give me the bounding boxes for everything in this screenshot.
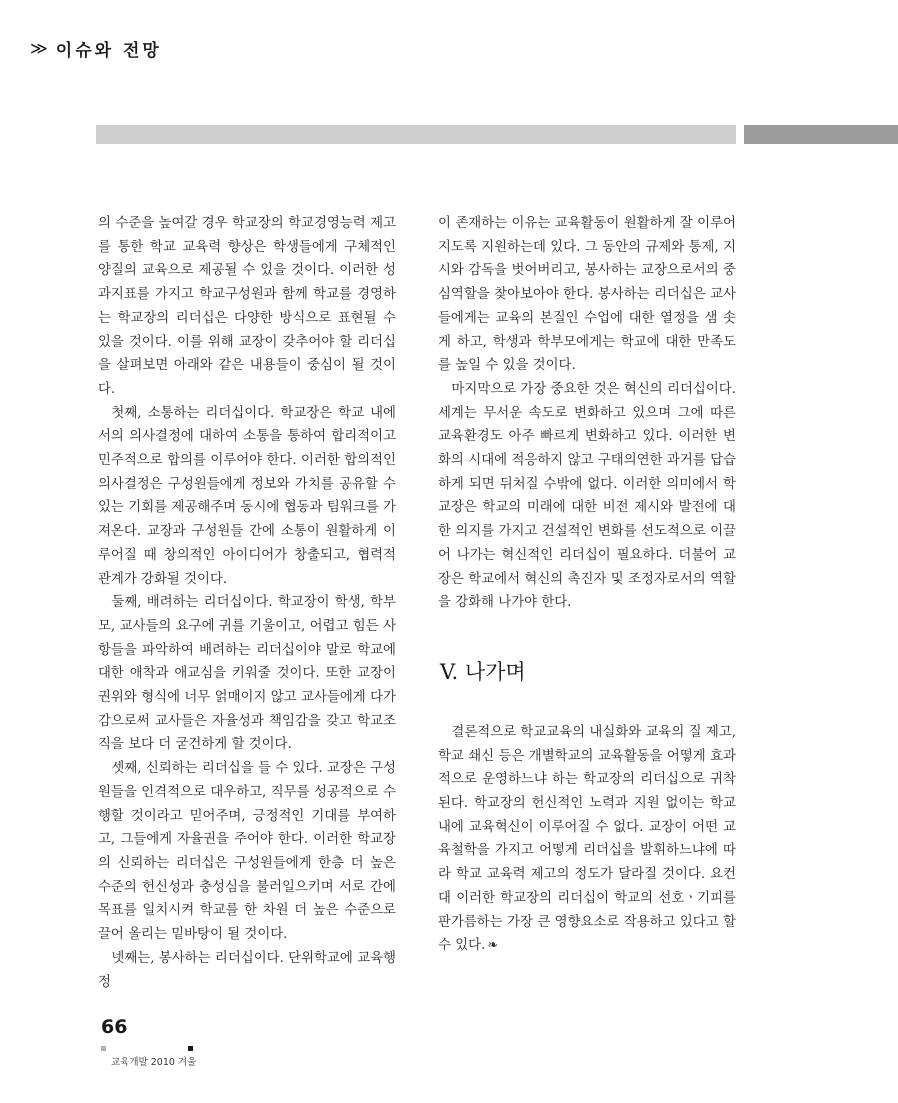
left-paragraph-5: 넷째는, 봉사하는 리더십이다. 단위학교에 교육행정 (98, 950, 396, 990)
left-paragraph-3: 둘째, 배려하는 리더십이다. 학교장이 학생, 학부모, 교사들의 요구에 귀를 기울이고, 어렵고 힘든 사항들을 파악하여 배려하는 리더십이야 말로 학교에 대한 애착과 애교심을 키워줄 것이다. 또한 교장이 권위와 형식에 너무 얽매이지 않고 교사들에게 다가감으로써 교사들은 자율성과 책임감을 갖고 학교조직을 보다 더 굳건하게 할 것이다. (98, 595, 396, 753)
left-column (98, 212, 396, 994)
footer-square-light (101, 1046, 106, 1051)
footer-square-dark (188, 1046, 193, 1051)
sprout-icon: ❧ (487, 938, 499, 954)
left-paragraph-1: 의 수준을 높여갈 경우 학교장의 학교경영능력 제고를 통한 학교 교육력 향상은 학생들에게 구체적인 양질의 교육으로 제공될 수 있을 것이다. 이러한 성과지표를 가지고 학교구성원과 함께 학교를 경영하는 학교장의 리더십은 다양한 방식으로 표현될 수 있을 것이다. 이를 위해 교장이 갖추어야 할 리더십을 살펴보면 아래와 같은 내용들이 중심이 될 것이다. (98, 216, 396, 397)
right-paragraph-2: 마지막으로 가장 중요한 것은 혁신의 리더십이다. 세계는 무서운 속도로 변화하고 있으며 그에 따른 교육환경도 아주 빠르게 변화하고 있다. 이러한 변화의 시대에 적응하지 않고 구태의연한 과거를 답습하게 되면 뒤처질 수밖에 없다. 이러한 의미에서 학교장은 학교의 미래에 대한 비전 제시와 발전에 대한 의지를 가지고 건설적인 변화를 선도적으로 이끌어 나가는 혁신적인 리더십이 필요하다. 더불어 교장은 학교에서 혁신의 촉진자 및 조정자로서의 역할을 강화해 나가야 한다. (438, 381, 736, 611)
page-number: 66 (101, 1016, 128, 1038)
header-band-dark (744, 125, 898, 144)
left-paragraph-2: 첫째, 소통하는 리더십이다. 학교장은 학교 내에서의 의사결정에 대하여 소통을 통하여 합리적이고 민주적으로 합의를 이루어야 한다. 이러한 합의적인 의사결정은 구성원들에게 정보와 가치를 공유할 수 있는 기회를 제공해주며 동시에 협동과 팀워크를 가져온다. 교장과 구성원들 간에 소통이 원활하게 이루어질 때 창의적인 아이디어가 창출되고, 협력적 관계가 강화될 것이다. (98, 405, 396, 587)
section-header-title: 이슈와 전망 (55, 41, 162, 61)
section-header (30, 36, 162, 61)
footer-publication: 교육개발 2010 겨울 (111, 1057, 197, 1068)
right-column (438, 212, 736, 958)
right-paragraph-1: 이 존재하는 이유는 교육활동이 원활하게 잘 이루어지도록 지원하는데 있다. 그 동안의 규제와 통제, 지시와 감독을 벗어버리고, 봉사하는 교장으로서의 중심역할을 찾아보아야 한다. 봉사하는 리더십은 교사들에게는 교육의 본질인 수업에 대한 열정을 샘 솟게 하고, 학생과 학부모에게는 학교에 대한 만족도를 높일 수 있을 것이다. (438, 216, 736, 374)
header-band-light (96, 125, 736, 144)
double-chevron-icon: ≫ (30, 38, 48, 59)
conclusion-paragraph (438, 721, 736, 958)
section-title: V. 나가며 (440, 659, 526, 684)
conclusion-text: 결론적으로 학교교육의 내실화와 교육의 질 제고, 학교 쇄신 등은 개별학교의 교육활동을 어떻게 효과적으로 운영하느냐 하는 학교장의 리더십으로 귀착된다. 학교장의 헌신적인 노력과 지원 없이는 학교 내에 교육혁신이 이루어질 수 없다. 교장이 어떤 교육철학을 가지고 어떻게 리더십을 발휘하느냐에 따라 학교 교육력 제고의 정도가 달라질 것이다. 요컨대 이러한 학교장의 리더십이 학교의 선호ㆍ기피를 판가름하는 가장 큰 영향요소로 작용하고 있다고 할 수 있다. (438, 724, 736, 954)
left-paragraph-4: 셋째, 신뢰하는 리더십을 들 수 있다. 교장은 구성원들을 인격적으로 대우하고, 직무를 성공적으로 수행할 것이라고 믿어주며, 긍정적인 기대를 부여하고, 그들에게 자율권을 주어야 한다. 이러한 학교장의 신뢰하는 리더십은 구성원들에게 한층 더 높은 수준의 헌신성과 충성심을 불러일으키며 서로 간에 목표를 일치시켜 학교를 한 차원 더 높은 수준으로 끌어 올리는 밑바탕이 될 것이다. (98, 761, 396, 943)
